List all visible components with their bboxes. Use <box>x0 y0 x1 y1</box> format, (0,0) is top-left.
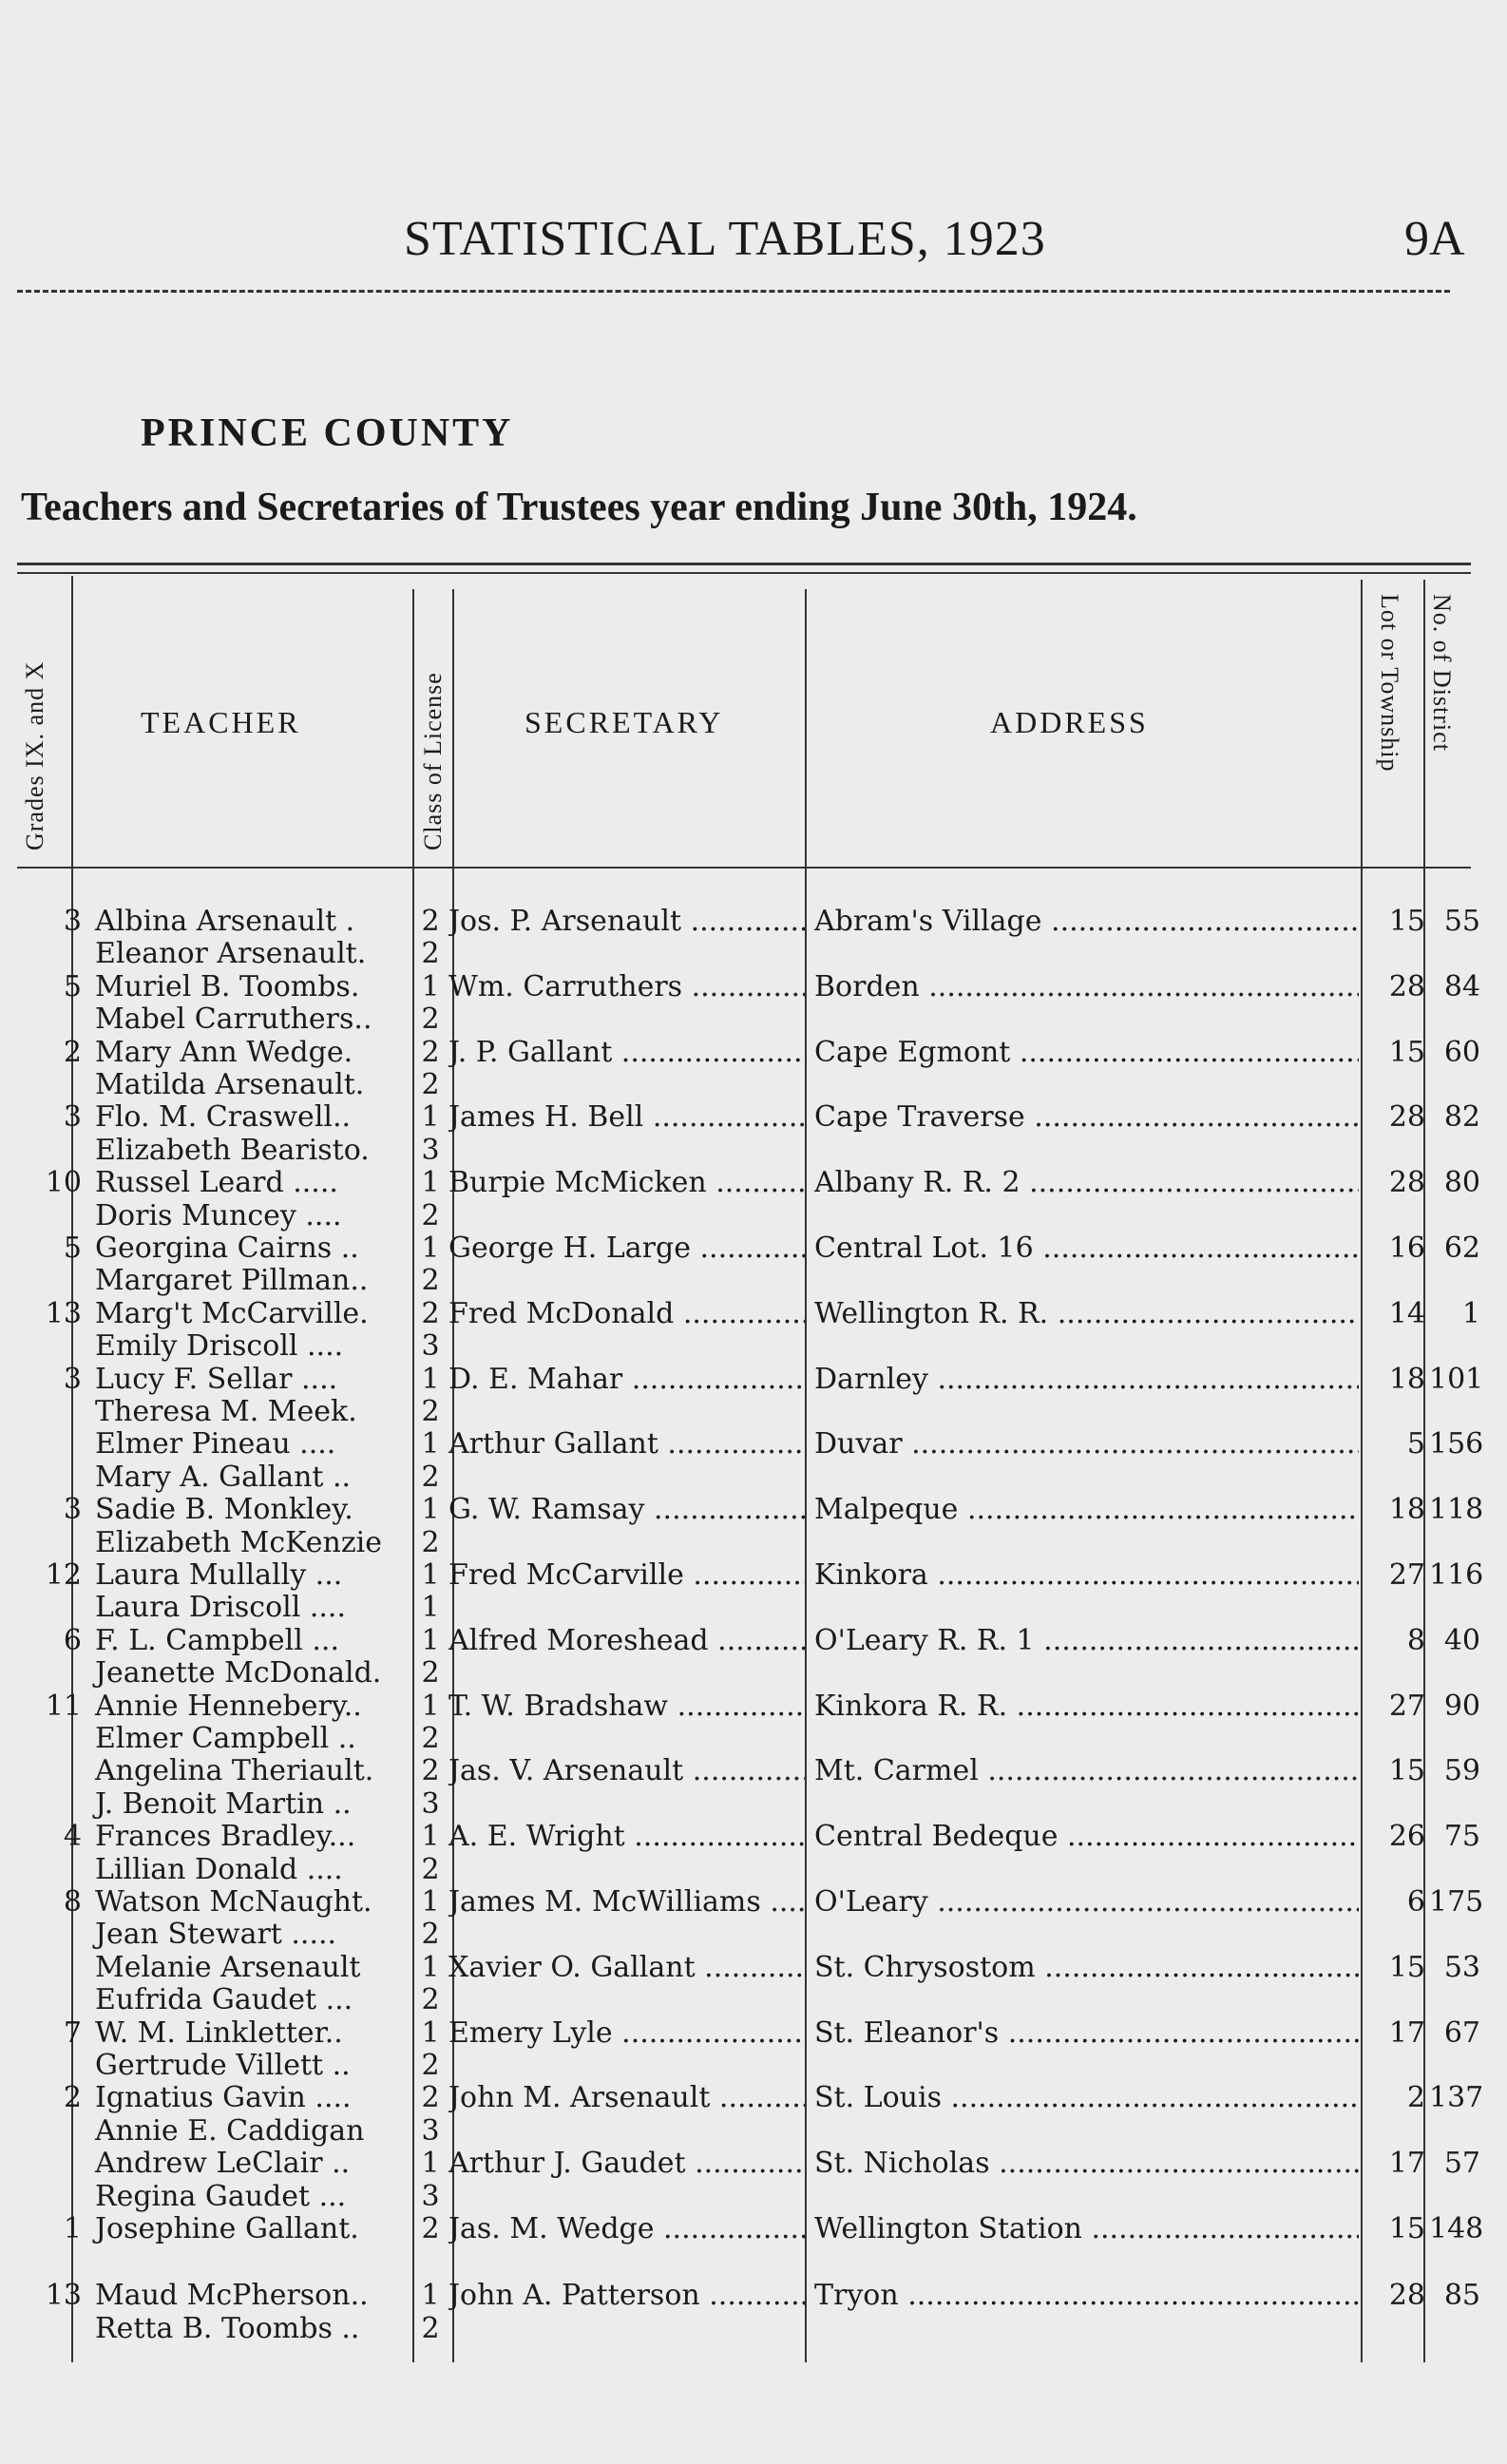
cell-teacher: Doris Muncey .... <box>95 1198 342 1232</box>
table-row <box>0 1952 1507 1984</box>
cell-teacher: Elmer Pineau .... <box>95 1427 336 1461</box>
cell-grade: 5 <box>63 1232 82 1265</box>
cell-address: St. Louis ..... <box>814 2082 1359 2114</box>
cell-teacher: Lillian Donald .... <box>95 1852 343 1886</box>
cell-address: Cape Egmont ..... <box>814 1037 1359 1069</box>
cell-teacher: Gertrude Villett .. <box>95 2049 351 2082</box>
cell-teacher: Regina Gaudet ... <box>95 2179 347 2213</box>
cell-lot: 17 <box>1388 2147 1425 2181</box>
cell-cls: 2 <box>421 1918 440 1952</box>
cell-teacher: Andrew LeClair .. <box>95 2147 351 2181</box>
cell-teacher: Theresa M. Meek. <box>95 1395 357 1428</box>
cell-teacher: Matilda Arsenault. <box>95 1068 365 1101</box>
cell-lot: 14 <box>1388 1296 1425 1330</box>
cell-teacher: Laura Driscoll .... <box>95 1591 347 1625</box>
cell-lot: 5 <box>1406 1427 1425 1461</box>
cell-cls: 1 <box>421 2147 440 2181</box>
cell-cls: 1 <box>421 1558 440 1592</box>
table-row <box>0 1854 1507 1886</box>
cell-teacher: Sadie B. Monkley. <box>95 1493 353 1527</box>
cell-lot: 15 <box>1388 905 1425 938</box>
table-row <box>0 1755 1507 1787</box>
cell-grade: 13 <box>45 2279 82 2313</box>
cell-district: 40 <box>1443 1623 1480 1657</box>
table-row <box>0 1167 1507 1199</box>
table-row <box>0 1232 1507 1265</box>
cell-secretary: Emery Lyle ..... <box>448 2017 805 2050</box>
header-rule <box>17 290 1450 293</box>
cell-district: 53 <box>1443 1950 1480 1984</box>
cell-grade: 7 <box>63 2015 82 2050</box>
cell-secretary: Jos. P. Arsenault ..... <box>448 906 805 938</box>
column-header-grades: Grades IX. and X <box>21 660 48 850</box>
cell-teacher: Emily Driscoll .... <box>95 1329 344 1364</box>
table-row <box>0 1625 1507 1657</box>
cell-secretary: George H. Large ..... <box>448 1232 805 1265</box>
table-row <box>0 2280 1507 2312</box>
cell-cls: 2 <box>421 1395 440 1428</box>
cell-address: Kinkora ..... <box>814 1559 1359 1592</box>
table-row <box>0 1919 1507 1951</box>
cell-grade: 11 <box>45 1689 82 1723</box>
page-number: 9A <box>1404 212 1465 266</box>
cell-address: Central Lot. 16 ..... <box>814 1232 1359 1265</box>
cell-teacher: Josephine Gallant. <box>95 2212 359 2245</box>
cell-teacher: Jeanette McDonald. <box>95 1656 382 1690</box>
cell-teacher: Retta B. Toombs .. <box>95 2311 360 2345</box>
table-row <box>0 1886 1507 1919</box>
cell-teacher: Elizabeth McKenzie <box>95 1525 383 1559</box>
cell-address: Abram's Village ..... <box>814 906 1359 938</box>
table-row <box>0 971 1507 1003</box>
cell-grade: 13 <box>45 1296 82 1330</box>
table-row <box>0 1984 1507 2016</box>
cell-lot: 28 <box>1388 2279 1425 2313</box>
cell-cls: 2 <box>421 1852 440 1886</box>
cell-cls: 1 <box>421 1493 440 1527</box>
cell-secretary: Arthur Gallant ..... <box>448 1428 805 1461</box>
table-row <box>0 1037 1507 1069</box>
cell-lot: 15 <box>1388 1950 1425 1984</box>
cell-lot: 18 <box>1388 1493 1425 1527</box>
cell-lot: 17 <box>1388 2015 1425 2050</box>
cell-district: 55 <box>1443 905 1480 938</box>
cell-address: Cape Traverse ..... <box>814 1101 1359 1134</box>
cell-grade: 1 <box>63 2212 82 2245</box>
cell-teacher: J. Benoit Martin .. <box>95 1786 352 1821</box>
cell-address: Wellington R. R. ..... <box>814 1298 1359 1330</box>
cell-teacher: Mabel Carruthers.. <box>95 1003 372 1037</box>
cell-teacher: Laura Mullally ... <box>95 1558 343 1592</box>
cell-teacher: Eleanor Arsenault. <box>95 937 367 971</box>
cell-grade: 5 <box>63 969 82 1003</box>
cell-cls: 1 <box>421 1362 440 1396</box>
table-row <box>0 1592 1507 1624</box>
cell-teacher: Marg't McCarville. <box>95 1296 369 1330</box>
cell-teacher: Eufrida Gaudet ... <box>95 1983 353 2017</box>
cell-cls: 2 <box>421 1983 440 2017</box>
cell-cls: 3 <box>421 1329 440 1364</box>
cell-district: 1 <box>1461 1296 1480 1330</box>
table-row <box>0 2082 1507 2114</box>
cell-district: 156 <box>1429 1427 1484 1461</box>
cell-lot: 8 <box>1406 1623 1425 1657</box>
cell-cls: 1 <box>421 1885 440 1919</box>
cell-district: 148 <box>1429 2212 1484 2245</box>
cell-grade: 2 <box>63 1035 82 1069</box>
cell-lot: 28 <box>1388 1166 1425 1200</box>
table-row <box>0 2148 1507 2180</box>
cell-cls: 1 <box>421 969 440 1003</box>
cell-district: 118 <box>1429 1493 1484 1527</box>
cell-teacher: Watson McNaught. <box>95 1885 372 1919</box>
cell-cls: 2 <box>421 2081 440 2115</box>
table-row <box>0 1101 1507 1134</box>
cell-teacher: Muriel B. Toombs. <box>95 969 360 1003</box>
cell-grade: 8 <box>63 1885 82 1919</box>
cell-teacher: Elizabeth Bearisto. <box>95 1133 370 1167</box>
cell-secretary: Wm. Carruthers ..... <box>448 971 805 1003</box>
cell-cls: 2 <box>421 1068 440 1101</box>
cell-address: Central Bedeque ..... <box>814 1821 1359 1853</box>
cell-grade: 3 <box>63 905 82 938</box>
column-header-district: No. of District <box>1428 594 1456 752</box>
cell-district: 84 <box>1443 969 1480 1003</box>
cell-teacher: Lucy F. Sellar .... <box>95 1362 338 1396</box>
cell-lot: 18 <box>1388 1362 1425 1396</box>
cell-lot: 28 <box>1388 969 1425 1003</box>
cell-cls: 3 <box>421 1786 440 1821</box>
cell-cls: 2 <box>421 1525 440 1559</box>
cell-secretary: John A. Patterson ..... <box>448 2280 805 2312</box>
column-header-address: ADDRESS <box>990 705 1149 739</box>
cell-cls: 1 <box>421 1100 440 1135</box>
page-header-title: STATISTICAL TABLES, 1923 <box>404 212 1046 266</box>
table-row <box>0 1364 1507 1396</box>
table-row <box>0 2181 1507 2213</box>
cell-cls: 1 <box>421 1689 440 1723</box>
cell-cls: 2 <box>421 1722 440 1755</box>
table-row <box>0 906 1507 938</box>
cell-address: Borden ..... <box>814 971 1359 1003</box>
cell-teacher: Flo. M. Craswell.. <box>95 1100 352 1135</box>
cell-secretary: D. E. Mahar ..... <box>448 1364 805 1396</box>
cell-secretary: A. E. Wright ..... <box>448 1821 805 1853</box>
table-row <box>0 1330 1507 1363</box>
cell-secretary: James H. Bell ..... <box>448 1101 805 1134</box>
cell-grade: 10 <box>45 1166 82 1200</box>
cell-teacher: Mary A. Gallant .. <box>95 1460 352 1494</box>
cell-district: 59 <box>1443 1754 1480 1788</box>
cell-cls: 1 <box>421 1623 440 1657</box>
cell-teacher: Melanie Arsenault <box>95 1950 361 1984</box>
table-row <box>0 2313 1507 2345</box>
cell-lot: 2 <box>1406 2081 1425 2115</box>
cell-secretary: Jas. V. Arsenault ..... <box>448 1755 805 1787</box>
cell-district: 116 <box>1429 1558 1484 1592</box>
cell-lot: 16 <box>1388 1232 1425 1265</box>
table-row <box>0 1298 1507 1330</box>
cell-secretary: John M. Arsenault ..... <box>448 2082 805 2114</box>
table-top-rule <box>17 563 1471 565</box>
cell-teacher: F. L. Campbell ... <box>95 1623 339 1657</box>
cell-grade: 4 <box>63 1820 82 1854</box>
cell-cls: 2 <box>421 1035 440 1069</box>
cell-cls: 3 <box>421 1133 440 1167</box>
cell-cls: 1 <box>421 1427 440 1461</box>
cell-grade: 6 <box>63 1623 82 1657</box>
cell-secretary: Burpie McMicken ..... <box>448 1167 805 1199</box>
cell-cls: 2 <box>421 1754 440 1788</box>
table-row <box>0 1003 1507 1036</box>
cell-lot: 15 <box>1388 1754 1425 1788</box>
cell-cls: 2 <box>421 2311 440 2345</box>
cell-grade: 3 <box>63 1493 82 1527</box>
cell-teacher: W. M. Linkletter.. <box>95 2015 343 2050</box>
table-top-rule-2 <box>17 572 1471 574</box>
cell-district: 57 <box>1443 2147 1480 2181</box>
cell-cls: 2 <box>421 1264 440 1298</box>
cell-teacher: Frances Bradley... <box>95 1820 356 1854</box>
cell-address: Darnley ..... <box>814 1364 1359 1396</box>
cell-district: 101 <box>1429 1362 1484 1396</box>
table-row <box>0 1428 1507 1461</box>
cell-cls: 2 <box>421 1198 440 1232</box>
cell-teacher: Maud McPherson.. <box>95 2279 369 2313</box>
table-row <box>0 1821 1507 1853</box>
table-row <box>0 2115 1507 2148</box>
table-row <box>0 1265 1507 1297</box>
cell-address: Kinkora R. R. ..... <box>814 1690 1359 1723</box>
cell-teacher: Jean Stewart ..... <box>95 1918 337 1952</box>
cell-district: 90 <box>1443 1689 1480 1723</box>
table-row <box>0 1559 1507 1592</box>
cell-cls: 1 <box>421 2015 440 2050</box>
cell-lot: 15 <box>1388 2212 1425 2245</box>
table-row <box>0 1690 1507 1723</box>
cell-cls: 1 <box>421 1166 440 1200</box>
column-header-class: Class of License <box>419 672 447 850</box>
cell-cls: 1 <box>421 1232 440 1265</box>
cell-teacher: Annie Hennebery.. <box>95 1689 362 1723</box>
cell-secretary: Jas. M. Wedge ..... <box>448 2213 805 2245</box>
cell-address: St. Chrysostom ..... <box>814 1952 1359 1984</box>
cell-address: Albany R. R. 2 ..... <box>814 1167 1359 1199</box>
cell-teacher: Ignatius Gavin .... <box>95 2081 352 2115</box>
cell-secretary: Xavier O. Gallant ..... <box>448 1952 805 1984</box>
cell-grade: 12 <box>45 1558 82 1592</box>
cell-teacher: Georgina Cairns .. <box>95 1232 359 1265</box>
cell-teacher: Mary Ann Wedge. <box>95 1035 353 1069</box>
cell-district: 85 <box>1443 2279 1480 2313</box>
table-row <box>0 938 1507 970</box>
cell-secretary: Alfred Moreshead ..... <box>448 1625 805 1657</box>
cell-teacher: Margaret Pillman.. <box>95 1264 369 1298</box>
cell-teacher: Albina Arsenault . <box>95 905 355 938</box>
cell-secretary: G. W. Ramsay ..... <box>448 1494 805 1526</box>
cell-teacher: Russel Leard ..... <box>95 1166 338 1200</box>
cell-district: 80 <box>1443 1166 1480 1200</box>
table-subtitle: Teachers and Secretaries of Trustees year ending June 30th, 1924. <box>21 486 1137 529</box>
header-bottom-rule <box>17 867 1471 869</box>
cell-cls: 1 <box>421 2279 440 2313</box>
cell-grade: 3 <box>63 1100 82 1135</box>
cell-lot: 15 <box>1388 1035 1425 1069</box>
cell-cls: 1 <box>421 1591 440 1625</box>
cell-cls: 2 <box>421 1460 440 1494</box>
cell-cls: 2 <box>421 1003 440 1037</box>
cell-secretary: James M. McWilliams ..... <box>448 1886 805 1919</box>
table-row <box>0 1723 1507 1755</box>
cell-address: Duvar ..... <box>814 1428 1359 1461</box>
cell-address: St. Eleanor's ..... <box>814 2017 1359 2050</box>
cell-cls: 3 <box>421 2179 440 2213</box>
cell-cls: 3 <box>421 2113 440 2148</box>
cell-district: 175 <box>1429 1885 1484 1919</box>
table-row <box>0 1527 1507 1559</box>
table-row <box>0 1657 1507 1690</box>
cell-lot: 6 <box>1406 1885 1425 1919</box>
cell-lot: 27 <box>1388 1558 1425 1592</box>
cell-address: Mt. Carmel ..... <box>814 1755 1359 1787</box>
cell-address: O'Leary ..... <box>814 1886 1359 1919</box>
cell-address: Wellington Station ..... <box>814 2213 1359 2245</box>
county-title: PRINCE COUNTY <box>141 411 514 455</box>
cell-cls: 2 <box>421 2212 440 2245</box>
cell-grade: 3 <box>63 1362 82 1396</box>
cell-address: O'Leary R. R. 1 ..... <box>814 1625 1359 1657</box>
cell-teacher: Annie E. Caddigan <box>95 2113 365 2148</box>
table-row <box>0 1135 1507 1167</box>
column-header-lot: Lot or Township <box>1376 594 1403 773</box>
cell-district: 137 <box>1429 2081 1484 2115</box>
table-row <box>0 1200 1507 1232</box>
table-row <box>0 2213 1507 2245</box>
table-row <box>0 2050 1507 2082</box>
cell-secretary: J. P. Gallant ..... <box>448 1037 805 1069</box>
cell-lot: 28 <box>1388 1100 1425 1135</box>
cell-lot: 27 <box>1388 1689 1425 1723</box>
cell-district: 60 <box>1443 1035 1480 1069</box>
cell-district: 62 <box>1443 1232 1480 1265</box>
cell-grade: 2 <box>63 2081 82 2115</box>
table-row <box>0 1461 1507 1494</box>
cell-secretary: T. W. Bradshaw ..... <box>448 1690 805 1723</box>
cell-teacher: Elmer Campbell .. <box>95 1722 356 1755</box>
cell-secretary: Fred McCarville ..... <box>448 1559 805 1592</box>
table-row <box>0 1494 1507 1526</box>
cell-cls: 1 <box>421 1950 440 1984</box>
cell-cls: 2 <box>421 1296 440 1330</box>
cell-cls: 2 <box>421 2049 440 2082</box>
column-header-secretary: SECRETARY <box>525 705 724 739</box>
cell-address: Tryon ..... <box>814 2280 1359 2312</box>
cell-cls: 1 <box>421 1820 440 1854</box>
cell-secretary: Fred McDonald ..... <box>448 1298 805 1330</box>
column-header-teacher: TEACHER <box>141 705 301 739</box>
table-row <box>0 1788 1507 1821</box>
table-row <box>0 2017 1507 2050</box>
cell-cls: 2 <box>421 905 440 938</box>
cell-cls: 2 <box>421 937 440 971</box>
cell-address: Malpeque ..... <box>814 1494 1359 1526</box>
cell-district: 75 <box>1443 1820 1480 1854</box>
cell-teacher: Angelina Theriault. <box>95 1754 374 1788</box>
table-row <box>0 1396 1507 1428</box>
cell-district: 67 <box>1443 2015 1480 2050</box>
cell-district: 82 <box>1443 1100 1480 1135</box>
cell-secretary: Arthur J. Gaudet ..... <box>448 2148 805 2180</box>
cell-address: St. Nicholas ..... <box>814 2148 1359 2180</box>
table-row <box>0 1069 1507 1101</box>
cell-cls: 2 <box>421 1656 440 1690</box>
cell-lot: 26 <box>1388 1820 1425 1854</box>
